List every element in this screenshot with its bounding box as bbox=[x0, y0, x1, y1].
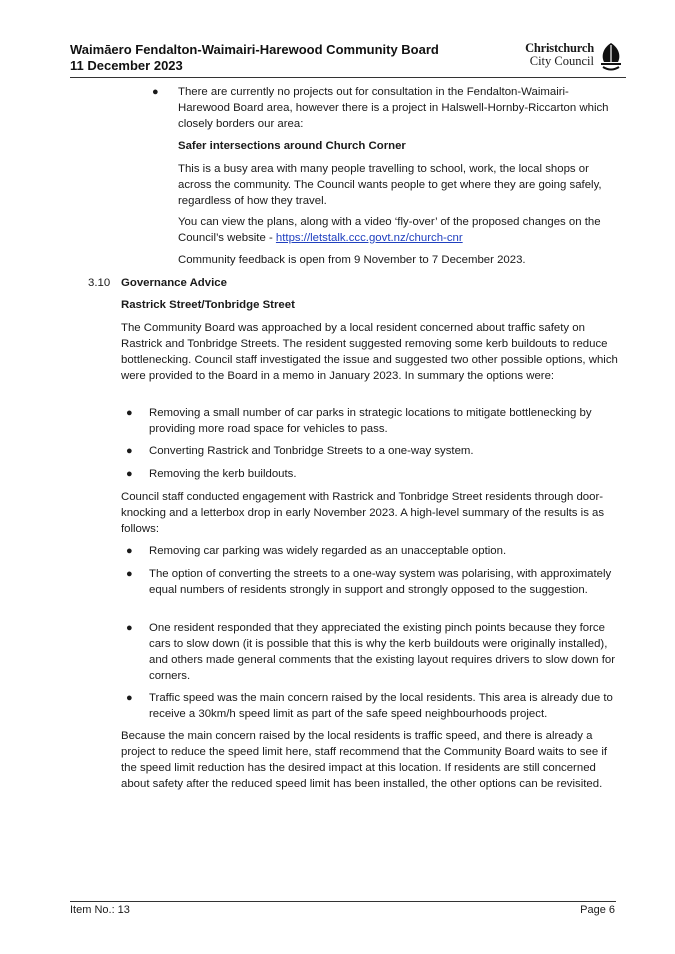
engagement-para bbox=[121, 489, 621, 537]
result-item bbox=[149, 566, 619, 598]
logo-line1: Christchurch bbox=[525, 41, 594, 55]
footer-page-number: Page 6 bbox=[580, 904, 615, 916]
bullet-icon: ● bbox=[126, 622, 133, 634]
option-item bbox=[149, 405, 619, 437]
governance-subheading bbox=[121, 297, 621, 313]
consultation-heading bbox=[178, 138, 618, 154]
option-text: Removing a small number of car parks in strategic locations to mitigate bottlenecking by providing more road space for vehicles to pass. bbox=[149, 407, 592, 435]
engagement-text: Council staff conducted engagement with Rastrick and Tonbridge Street residents through door-knocking and a letterbox drop in early November 2023. A high-level summary of the results is as follows: bbox=[121, 491, 605, 535]
consultation-heading-text: Safer intersections around Church Corner bbox=[178, 140, 406, 152]
bullet-icon: ● bbox=[126, 468, 133, 480]
governance-intro bbox=[121, 320, 621, 384]
option-item bbox=[149, 443, 619, 459]
governance-title bbox=[121, 275, 621, 291]
header-board-name: Waimāero Fendalton-Waimairi-Harewood Community Board bbox=[70, 42, 439, 57]
conclusion-text: Because the main concern raised by the local residents is traffic speed, and there is already a project to reduce the speed limit here, staff recommend that the Community Board waits to see if the speed limit reduction has the desired impact at this location. If residents are still concerned about safety after the reduced speed limit has been installed, the other options can be revisited. bbox=[121, 730, 608, 790]
consultation-para2-text: You can view the plans, along with a video ‘fly-over’ of the proposed changes on the Council’s website - bbox=[178, 216, 601, 244]
result-item bbox=[149, 543, 619, 559]
consultation-para3 bbox=[178, 252, 618, 268]
conclusion-para bbox=[121, 728, 621, 792]
bullet-icon: ● bbox=[126, 692, 133, 704]
consultation-bullet bbox=[178, 84, 618, 132]
section-number: 3.10 bbox=[88, 277, 111, 289]
header-title bbox=[70, 42, 490, 74]
governance-intro-text: The Community Board was approached by a local resident concerned about traffic safety on Rastrick and Tonbridge Streets. The resident suggested removing some kerb buildouts to reduce bottlenecking. Council staff investigated the issue and suggested two other possible options, which were provided to the Board in a memo in January 2023. In summary the options were: bbox=[121, 322, 618, 382]
footer-rule bbox=[70, 901, 616, 902]
council-leaf-icon bbox=[598, 42, 624, 72]
footer-item-number: Item No.: 13 bbox=[70, 904, 130, 916]
header-rule bbox=[70, 77, 626, 78]
consultation-para1-text: This is a busy area with many people travelling to school, work, the local shops or across the community. The Council wants people to get where they are going safely, regardless of how they travel. bbox=[178, 163, 602, 207]
consultation-para1 bbox=[178, 161, 618, 209]
page-header bbox=[70, 42, 626, 76]
consultation-para2 bbox=[178, 214, 618, 246]
option-item bbox=[149, 466, 619, 482]
bullet-icon: ● bbox=[126, 407, 133, 419]
result-item bbox=[149, 690, 619, 722]
church-corner-link[interactable]: https://letstalk.ccc.govt.nz/church-cnr bbox=[275, 232, 463, 244]
logo-text bbox=[525, 42, 594, 68]
header-date: 11 December 2023 bbox=[70, 58, 183, 73]
governance-title-text: Governance Advice bbox=[121, 277, 227, 289]
consultation-para3-text: Community feedback is open from 9 November to 7 December 2023. bbox=[178, 254, 526, 266]
result-text: Traffic speed was the main concern raised by the local residents. This area is already due to receive a 30km/h speed limit as part of the safe speed neighbourhoods project. bbox=[149, 692, 613, 720]
result-text: Removing car parking was widely regarded as an unacceptable option. bbox=[149, 545, 507, 557]
result-text: One resident responded that they appreciated the existing pinch points because they force cars to slow down (it is possible that this is why the kerb buildouts were originally installed), and others made general comments that the existing layout requires drivers to slow down for corners. bbox=[149, 622, 615, 682]
result-item bbox=[149, 620, 619, 684]
bullet-icon: ● bbox=[126, 568, 133, 580]
bullet-icon: ● bbox=[152, 86, 159, 98]
option-text: Converting Rastrick and Tonbridge Streets to a one-way system. bbox=[149, 445, 474, 457]
bullet-icon: ● bbox=[126, 445, 133, 457]
option-text: Removing the kerb buildouts. bbox=[149, 468, 297, 480]
result-text: The option of converting the streets to a one-way system was polarising, with approximately equal numbers of residents strongly in support and strongly opposed to the suggestion. bbox=[149, 568, 612, 596]
council-logo bbox=[498, 42, 626, 74]
governance-subheading-text: Rastrick Street/Tonbridge Street bbox=[121, 299, 295, 311]
logo-line2: City Council bbox=[529, 54, 594, 68]
bullet-icon: ● bbox=[126, 545, 133, 557]
consultation-bullet-text: There are currently no projects out for consultation in the Fendalton-Waimairi-Harewood Board area, however there is a project in Halswell-Hornby-Riccarton which closely borders our area: bbox=[178, 86, 609, 130]
